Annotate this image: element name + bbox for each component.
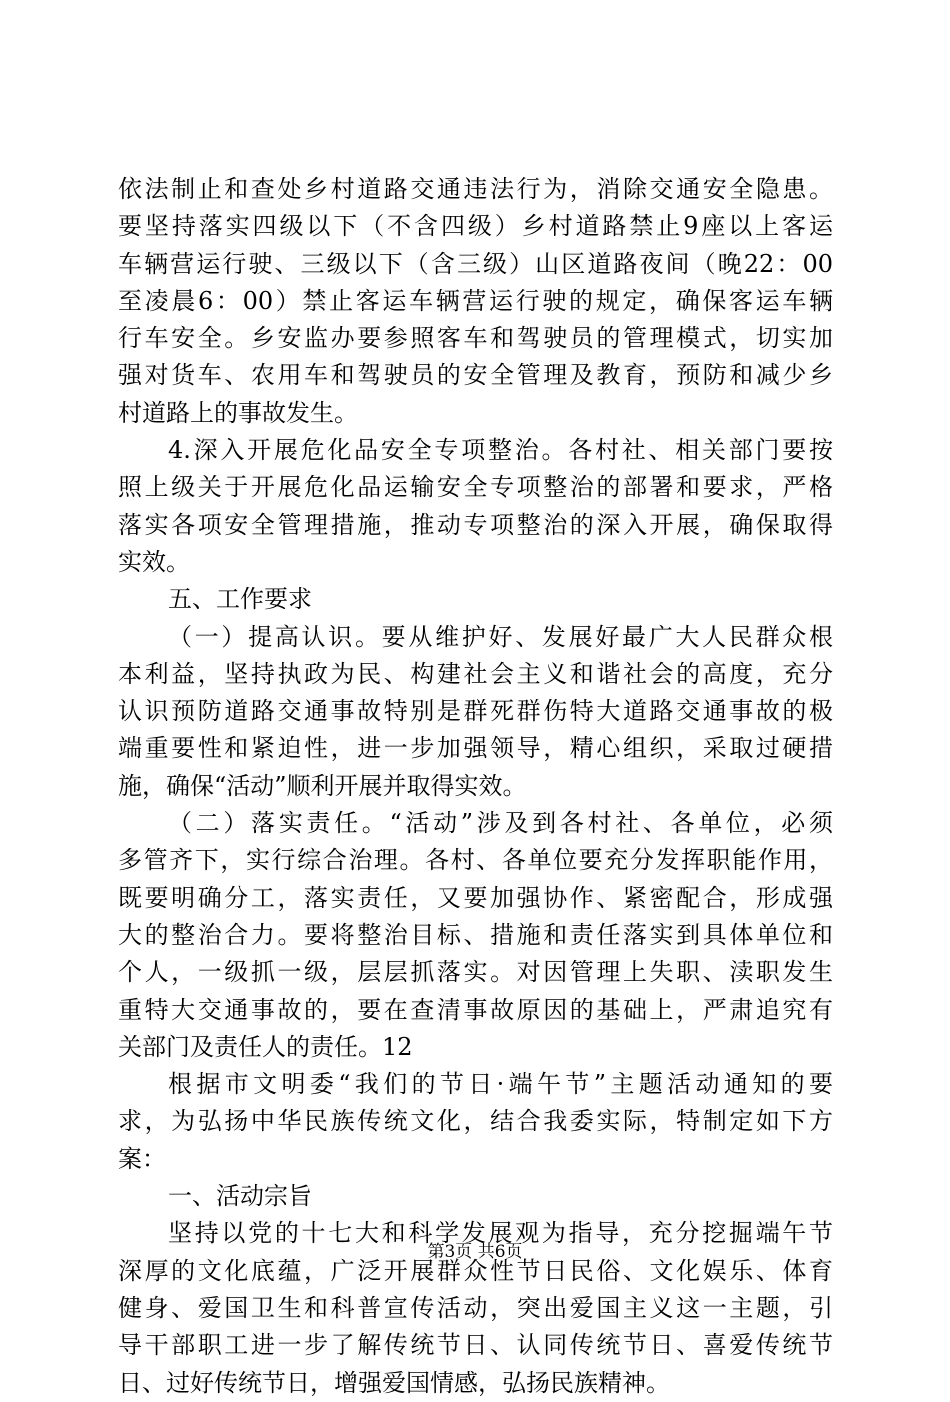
- text-line: 案：: [118, 1144, 166, 1173]
- text-line: 施，确保“活动”顺利开展并取得实效。: [118, 771, 527, 800]
- text-line: 认识预防道路交通事故特别是群死群伤特大道路交通事故的极: [118, 697, 833, 726]
- text-line: 健身、爱国卫生和科普宣传活动，突出爱国主义这一主题，引: [118, 1293, 833, 1322]
- text-line: 重特大交通事故的，要在查清事故原因的基础上，严肃追究有: [118, 995, 833, 1024]
- text-line: （二）落实责任。“活动”涉及到各村社、各单位，必须: [168, 809, 833, 838]
- text-line: 强对货车、农用车和驾驶员的安全管理及教育，预防和减少乡: [118, 361, 833, 390]
- text-line: 一、活动宗旨: [168, 1182, 312, 1211]
- text-line: 实效。: [118, 547, 190, 576]
- text-line: 至凌晨6：00）禁止客运车辆营运行驶的规定，确保客运车辆: [118, 286, 833, 315]
- text-line: 车辆营运行驶、三级以下（含三级）山区道路夜间（晚22：00: [118, 249, 833, 278]
- text-line: 个人，一级抓一级，层层抓落实。对因管理上失职、渎职发生: [118, 958, 833, 987]
- text-line: 端重要性和紧迫性，进一步加强领导，精心组织，采取过硬措: [118, 734, 833, 763]
- text-line: （一）提高认识。要从维护好、发展好最广大人民群众根: [168, 622, 833, 651]
- text-line: 多管齐下，实行综合治理。各村、各单位要充分发挥职能作用，: [118, 846, 833, 875]
- text-line: 求，为弘扬中华民族传统文化，结合我委实际，特制定如下方: [118, 1107, 833, 1136]
- text-line: 村道路上的事故发生。: [118, 398, 358, 427]
- text-line: 4.深入开展危化品安全专项整治。各村社、相关部门要按: [168, 436, 833, 465]
- text-line: 坚持以党的十七大和科学发展观为指导，充分挖掘端午节: [168, 1219, 833, 1248]
- text-line: 依法制止和查处乡村道路交通违法行为，消除交通安全隐患。: [118, 175, 833, 203]
- text-line: 照上级关于开展危化品运输安全专项整治的部署和要求，严格: [118, 473, 833, 502]
- text-line: 本利益，坚持执政为民、构建社会主义和谐社会的高度，充分: [118, 659, 833, 688]
- text-line: 既要明确分工，落实责任，又要加强协作、紧密配合，形成强: [118, 883, 833, 912]
- text-line: 大的整治合力。要将整治目标、措施和责任落实到具体单位和: [118, 920, 833, 949]
- text-line: 日、过好传统节日，增强爱国情感，弘扬民族精神。: [118, 1368, 670, 1397]
- text-line: 导干部职工进一步了解传统节日、认同传统节日、喜爱传统节: [118, 1331, 833, 1360]
- text-line: 落实各项安全管理措施，推动专项整治的深入开展，确保取得: [118, 510, 833, 539]
- text-line: 根据市文明委“我们的节日·端午节”主题活动通知的要: [168, 1070, 833, 1099]
- text-line: 要坚持落实四级以下（不含四级）乡村道路禁止9座以上客运: [118, 212, 833, 241]
- document-body: [118, 171, 833, 1402]
- text-line: 行车安全。乡安监办要参照客车和驾驶员的管理模式，切实加: [118, 324, 833, 353]
- text-line: 深厚的文化底蕴，广泛开展群众性节日民俗、文化娱乐、体育: [118, 1256, 833, 1285]
- text-line: 五、工作要求: [168, 585, 312, 614]
- page-footer: 第3页 共6页: [427, 1242, 523, 1262]
- text-line: 关部门及责任人的责任。12: [118, 1032, 413, 1061]
